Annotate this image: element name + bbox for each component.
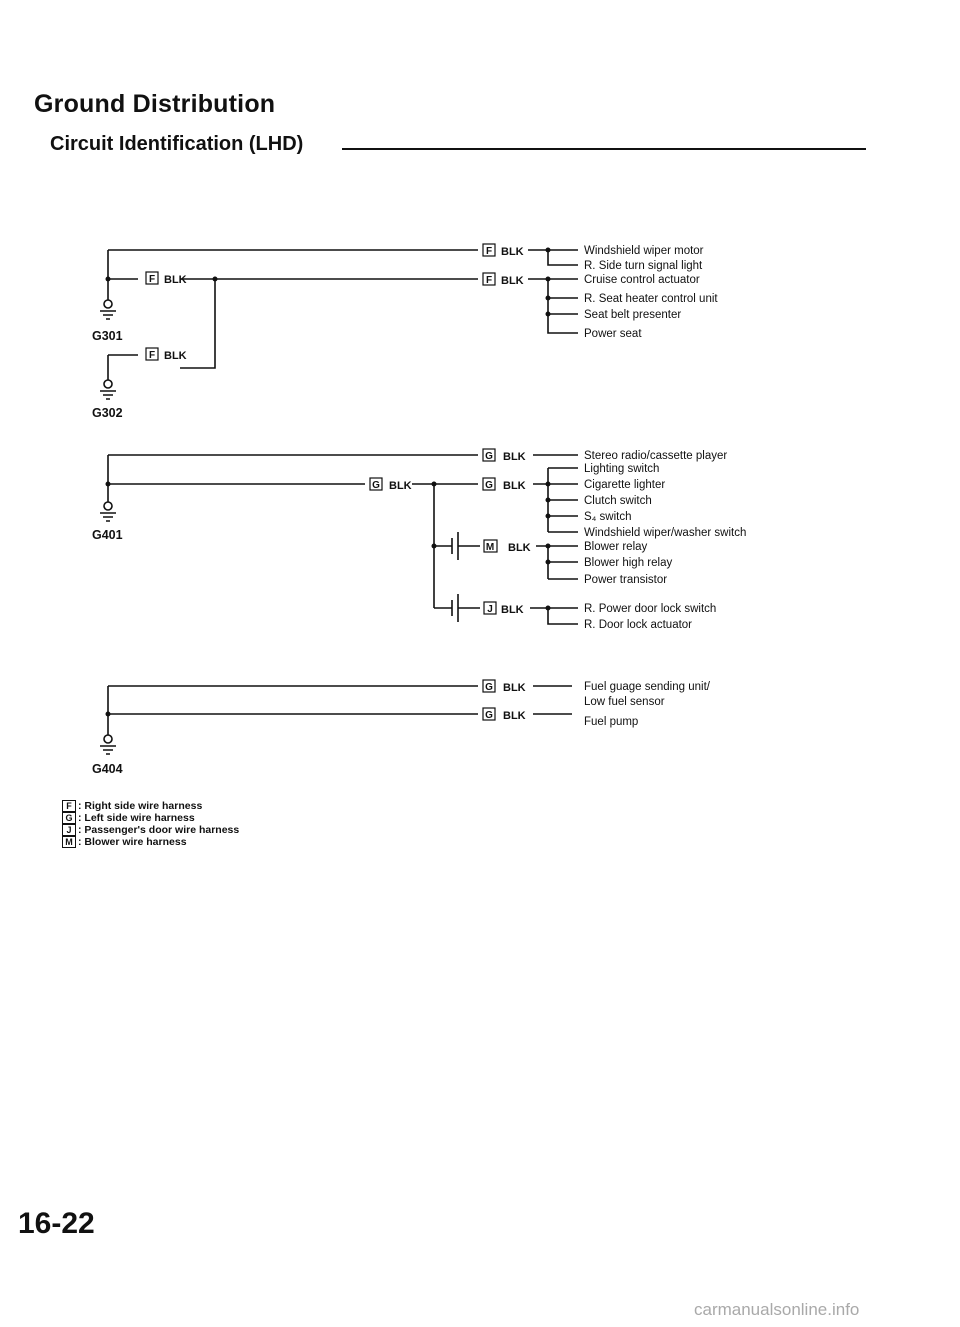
connector-f-icon: F xyxy=(485,275,493,286)
connector-f-icon: F xyxy=(148,274,156,285)
connector-g-icon: G xyxy=(485,451,493,462)
section-subtitle: Circuit Identification (LHD) xyxy=(50,133,304,155)
circuit-label: R. Side turn signal light xyxy=(584,260,703,272)
circuit-label: R. Door lock actuator xyxy=(584,619,693,631)
connector-j-icon: J xyxy=(487,604,493,615)
circuit-label: Seat belt presenter xyxy=(584,309,682,321)
legend-text: : Passenger's door wire harness xyxy=(78,824,240,836)
legend-text: : Left side wire harness xyxy=(78,812,195,824)
wire-color-label: BLK xyxy=(501,246,524,258)
circuit-label: Power transistor xyxy=(584,574,668,586)
page-title: Ground Distribution xyxy=(34,90,276,118)
circuit-label: Cigarette lighter xyxy=(584,479,666,491)
circuit-label: Windshield wiper motor xyxy=(584,245,704,257)
circuit-label: Blower relay xyxy=(584,541,648,553)
legend-item xyxy=(62,836,239,848)
connector-g-icon: G xyxy=(372,480,380,491)
circuit-label: Fuel guage sending unit/ xyxy=(584,681,710,693)
ground-symbol-g401 xyxy=(100,502,116,521)
wire-color-label: BLK xyxy=(164,274,187,286)
g301-group xyxy=(92,244,718,420)
circuit-label: Blower high relay xyxy=(584,557,673,569)
connector-f-icon: F xyxy=(148,350,156,361)
g401-group xyxy=(92,449,746,631)
circuit-label: Cruise control actuator xyxy=(584,274,700,286)
wire-color-label: BLK xyxy=(503,710,526,722)
legend-item xyxy=(62,812,239,824)
connector-j-icon: J xyxy=(62,824,76,836)
ground-label-g404: G404 xyxy=(92,762,123,776)
circuit-label: R. Power door lock switch xyxy=(584,603,717,615)
ground-label-g302: G302 xyxy=(92,406,123,420)
watermark: carmanualsonline.info xyxy=(694,1300,860,1319)
ground-symbol-g302 xyxy=(100,380,116,399)
connector-g-icon: G xyxy=(485,480,493,491)
connector-m-icon: M xyxy=(62,836,76,848)
g404-group xyxy=(92,680,711,776)
legend-text: : Right side wire harness xyxy=(78,800,203,812)
circuit-label: S₄ switch xyxy=(584,511,632,523)
connector-m-icon: M xyxy=(485,542,495,553)
legend xyxy=(62,800,239,848)
circuit-label: Fuel pump xyxy=(584,716,639,728)
legend-item xyxy=(62,824,239,836)
circuit-label: Windshield wiper/washer switch xyxy=(584,527,747,539)
legend-text: : Blower wire harness xyxy=(78,836,187,848)
circuit-label: Clutch switch xyxy=(584,495,652,507)
connector-f-icon: F xyxy=(485,246,493,257)
circuit-label: Lighting switch xyxy=(584,463,660,475)
connector-g-icon: G xyxy=(62,812,76,824)
wire-color-label: BLK xyxy=(501,604,524,616)
ground-label-g401: G401 xyxy=(92,528,123,542)
circuit-label: R. Seat heater control unit xyxy=(584,293,718,305)
wire-color-label: BLK xyxy=(503,451,526,463)
circuit-label: Power seat xyxy=(584,328,642,340)
ground-symbol-g301 xyxy=(100,300,116,319)
ground-label-g301: G301 xyxy=(92,329,123,343)
wire-color-label: BLK xyxy=(503,682,526,694)
wire-color-label: BLK xyxy=(508,542,531,554)
wire-color-label: BLK xyxy=(389,480,412,492)
connector-g-icon: G xyxy=(485,710,493,721)
connector-g-icon: G xyxy=(485,682,493,693)
wire-color-label: BLK xyxy=(164,350,187,362)
legend-item xyxy=(62,800,239,812)
connector-f-icon: F xyxy=(62,800,76,812)
wire-color-label: BLK xyxy=(503,480,526,492)
circuit-label: Low fuel sensor xyxy=(584,696,665,708)
ground-symbol-g404 xyxy=(100,735,116,754)
wire-color-label: BLK xyxy=(501,275,524,287)
circuit-label: Stereo radio/cassette player xyxy=(584,450,728,462)
page-number: 16-22 xyxy=(18,1207,95,1240)
